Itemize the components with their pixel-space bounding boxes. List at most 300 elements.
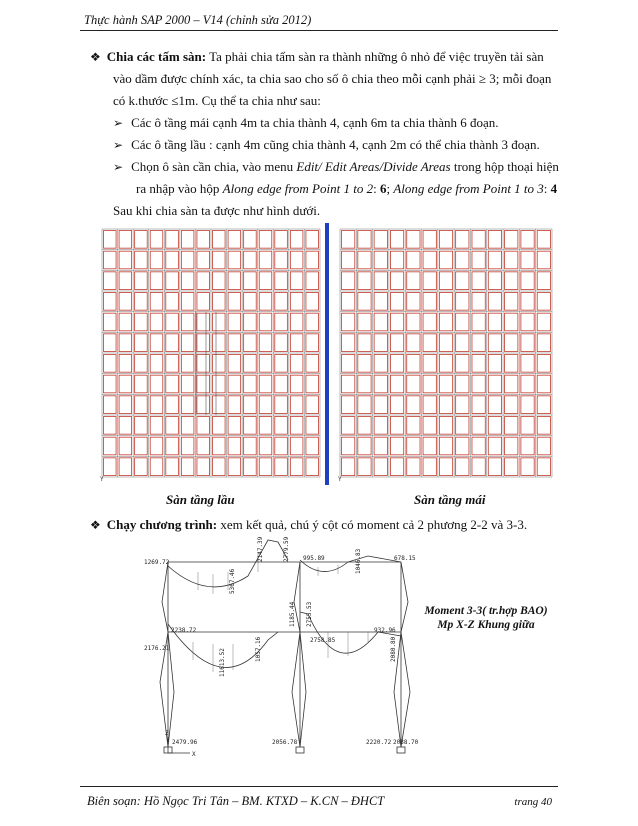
floor-cell	[407, 251, 420, 269]
floor-cell	[358, 375, 371, 393]
floor-cell	[150, 272, 163, 290]
floor-cell	[521, 231, 534, 249]
floor-cell	[135, 231, 148, 249]
floor-cell	[407, 375, 420, 393]
floor-cell	[275, 251, 288, 269]
moment-value: 1057.16	[255, 636, 262, 662]
floor-cell	[488, 417, 501, 435]
floor-cell	[439, 334, 452, 352]
floor-cell	[342, 437, 355, 455]
floor-cell	[390, 396, 403, 414]
floor-cell	[166, 417, 179, 435]
floor-cell	[374, 293, 387, 311]
floor-cell	[290, 334, 303, 352]
floor-cell	[407, 293, 420, 311]
moment-value: 2779.59	[283, 536, 290, 562]
floor-cell	[275, 231, 288, 249]
floor-cell	[306, 417, 319, 435]
floor-cell	[488, 272, 501, 290]
floor-cell	[521, 293, 534, 311]
section1-line2: vào dầm được chính xác, ta chia sao cho số ô chia theo mỗi cạnh phải ≥ 3; mỗi đoạn	[113, 71, 552, 86]
floor-cell	[439, 355, 452, 373]
floor-cell	[135, 437, 148, 455]
floor-cell	[439, 437, 452, 455]
floor-cell	[275, 458, 288, 476]
floor-cell	[407, 313, 420, 331]
floor-cell	[244, 293, 257, 311]
floor-cell	[390, 355, 403, 373]
floor-cell	[342, 293, 355, 311]
footer-author: Biên soạn: Hồ Ngọc Tri Tân – BM. KTXD – K.CN – ĐHCT	[87, 794, 385, 808]
floor-cell	[228, 417, 241, 435]
floor-cell	[259, 272, 272, 290]
list-item-2	[113, 135, 540, 155]
moment-value: 2176.21	[144, 645, 170, 652]
floor-cell	[407, 437, 420, 455]
floor-cell	[104, 437, 117, 455]
floor-cell	[390, 334, 403, 352]
floor-cell	[306, 231, 319, 249]
moment-value: 2056.78	[272, 739, 298, 746]
floor-cell	[521, 458, 534, 476]
floor-cell	[505, 334, 518, 352]
floor-cell	[358, 396, 371, 414]
floor-cell	[374, 355, 387, 373]
floor-cell	[104, 251, 117, 269]
floor-cell	[472, 375, 485, 393]
floor-cell	[505, 313, 518, 331]
floor-cell	[423, 417, 436, 435]
floor-cell	[197, 437, 210, 455]
moment-value: 1185.44	[289, 601, 296, 627]
floor-cell	[342, 375, 355, 393]
floor-cell	[423, 334, 436, 352]
list-item-1	[113, 113, 499, 133]
floor-cell	[166, 231, 179, 249]
floor-cell	[228, 396, 241, 414]
floor-cell	[505, 396, 518, 414]
moment-value: 2238.72	[171, 627, 197, 634]
floor-cell	[244, 396, 257, 414]
floor-cell	[456, 458, 469, 476]
plan-corner-label: Y	[100, 476, 104, 483]
floor-cell	[342, 355, 355, 373]
floor-cell	[537, 458, 550, 476]
floor-cell	[135, 375, 148, 393]
floor-cell	[181, 313, 194, 331]
floor-cell	[197, 231, 210, 249]
floor-cell	[407, 231, 420, 249]
floor-cell	[150, 231, 163, 249]
floor-cell	[390, 375, 403, 393]
floor-cell	[259, 251, 272, 269]
floor-cell	[521, 396, 534, 414]
floor-cell	[521, 313, 534, 331]
floor-cell	[456, 251, 469, 269]
floor-cell	[275, 313, 288, 331]
dialog-value-1: 6	[379, 181, 387, 196]
floor-cell	[342, 231, 355, 249]
floor-cell	[213, 313, 226, 331]
floor-cell	[456, 396, 469, 414]
floor-cell	[104, 375, 117, 393]
floor-cell	[104, 313, 117, 331]
floor-cell	[423, 293, 436, 311]
floor-cell	[119, 251, 132, 269]
floor-cell	[342, 334, 355, 352]
dialog-field-1: Along edge from Point 1 to 2	[222, 181, 374, 196]
floor-cell	[119, 458, 132, 476]
section1-line1-text: Ta phải chia tấm sàn ra thành những ô nhỏ để việc truyền tải sàn	[206, 49, 544, 64]
floor-cell	[259, 293, 272, 311]
moment-value: 2220.72	[366, 739, 392, 746]
floor-cell	[439, 313, 452, 331]
floor-cell	[374, 375, 387, 393]
floor-cell	[488, 313, 501, 331]
floor-cell	[505, 231, 518, 249]
moment-value: 5367.46	[229, 568, 236, 594]
floor-cell	[374, 334, 387, 352]
section1-line1	[90, 47, 544, 67]
floor-cell	[104, 355, 117, 373]
floor-cell	[228, 375, 241, 393]
floor-cell	[181, 272, 194, 290]
floor-cell	[472, 334, 485, 352]
floor-cell	[135, 458, 148, 476]
floor-cell	[244, 334, 257, 352]
floor-cell	[342, 313, 355, 331]
floor-cell	[290, 293, 303, 311]
floor-cell	[213, 293, 226, 311]
floor-cell	[390, 231, 403, 249]
floor-cell	[488, 355, 501, 373]
menu-path: Edit/ Edit Areas/Divide Areas	[296, 159, 451, 174]
floor-cell	[358, 231, 371, 249]
floor-cell	[150, 417, 163, 435]
floor-cell	[505, 458, 518, 476]
floor-cell	[213, 231, 226, 249]
floor-cell	[306, 313, 319, 331]
page-header: Thực hành SAP 2000 – V14 (chỉnh sửa 2012)	[84, 13, 312, 27]
floor-cell	[342, 458, 355, 476]
floor-cell	[521, 251, 534, 269]
floor-cell	[472, 458, 485, 476]
floor-cell	[456, 231, 469, 249]
moment-value: 2755.53	[306, 601, 313, 627]
floor-cell	[390, 293, 403, 311]
floor-cell	[505, 251, 518, 269]
floor-cell	[358, 293, 371, 311]
floor-cell	[358, 313, 371, 331]
floor-cell	[456, 417, 469, 435]
moment-value: 2147.39	[257, 536, 264, 562]
moment-title-line1: Moment 3-3( tr.hợp BAO)	[424, 605, 548, 617]
floor-cell	[521, 334, 534, 352]
list-item-3-text: Chọn ô sàn cần chia, vào menu	[131, 159, 297, 174]
floor-cell	[104, 293, 117, 311]
floor-cell	[374, 437, 387, 455]
moment-value: 1046.83	[355, 548, 362, 574]
floor-cell	[244, 313, 257, 331]
floor-cell	[505, 437, 518, 455]
floor-cell	[150, 334, 163, 352]
floor-cell	[228, 231, 241, 249]
floor-cell	[537, 396, 550, 414]
floor-cell	[390, 313, 403, 331]
floor-cell	[275, 355, 288, 373]
floor-cell	[119, 437, 132, 455]
floor-cell	[290, 231, 303, 249]
floor-cell	[213, 437, 226, 455]
floor-cell	[213, 272, 226, 290]
floor-cell	[166, 272, 179, 290]
floor-cell	[390, 458, 403, 476]
floor-plan-mai	[336, 225, 556, 483]
floor-cell	[244, 437, 257, 455]
floor-cell	[358, 272, 371, 290]
floor-cell	[306, 396, 319, 414]
diamond-bullet-icon: ❖	[90, 518, 101, 532]
floor-cell	[472, 251, 485, 269]
floor-cell	[228, 458, 241, 476]
floor-cell	[150, 458, 163, 476]
floor-cell	[456, 375, 469, 393]
section1-line3: có k.thước ≤1m. Cụ thể ta chia như sau:	[113, 93, 321, 108]
floor-cell	[197, 251, 210, 269]
floor-cell	[374, 231, 387, 249]
list-item-3	[113, 157, 559, 177]
floor-cell	[505, 272, 518, 290]
floor-cell	[374, 396, 387, 414]
floor-cell	[119, 231, 132, 249]
floor-cell	[119, 396, 132, 414]
floor-cell	[537, 417, 550, 435]
floor-cell	[407, 272, 420, 290]
floor-cell	[342, 417, 355, 435]
floor-cell	[135, 293, 148, 311]
floor-cell	[150, 437, 163, 455]
floor-cell	[505, 417, 518, 435]
floor-cell	[537, 231, 550, 249]
floor-cell	[197, 272, 210, 290]
sep: :	[373, 181, 380, 196]
section1-after: Sau khi chia sàn ta được như hình dưới.	[113, 203, 321, 218]
floor-cell	[472, 355, 485, 373]
list-item-3-text-b: trong hộp thoại hiện	[450, 159, 559, 174]
floor-cell	[244, 231, 257, 249]
floor-cell	[537, 293, 550, 311]
floor-cell	[358, 458, 371, 476]
axis-x-label: X	[192, 751, 196, 758]
floor-cell	[521, 375, 534, 393]
floor-cell	[456, 437, 469, 455]
floor-cell	[439, 293, 452, 311]
floor-cell	[197, 334, 210, 352]
floor-cell	[521, 272, 534, 290]
floor-cell	[439, 375, 452, 393]
floor-cell	[104, 272, 117, 290]
floor-cell	[275, 272, 288, 290]
floor-cell	[228, 251, 241, 269]
floor-cell	[213, 458, 226, 476]
floor-cell	[290, 417, 303, 435]
floor-cell	[423, 251, 436, 269]
floor-cell	[407, 355, 420, 373]
moment-value: 678.15	[394, 555, 416, 562]
floor-cell	[181, 355, 194, 373]
floor-cell	[228, 272, 241, 290]
floor-cell	[135, 313, 148, 331]
floor-cell	[290, 458, 303, 476]
plan-corner-label: Y	[338, 476, 342, 483]
floor-cell	[275, 375, 288, 393]
floor-cell	[275, 293, 288, 311]
floor-cell	[423, 355, 436, 373]
floor-cell	[472, 417, 485, 435]
floor-cell	[342, 272, 355, 290]
moment-value: 1269.72	[144, 559, 170, 566]
floor-cell	[423, 458, 436, 476]
floor-cell	[213, 334, 226, 352]
floor-cell	[181, 396, 194, 414]
floor-cell	[166, 458, 179, 476]
floor-cell	[119, 293, 132, 311]
floor-cell	[390, 437, 403, 455]
floor-cell	[259, 313, 272, 331]
floor-cell	[135, 334, 148, 352]
section1-title: Chia các tấm sàn:	[106, 49, 207, 64]
floor-cell	[181, 417, 194, 435]
floor-cell	[166, 396, 179, 414]
floor-cell	[275, 437, 288, 455]
floor-cell	[423, 396, 436, 414]
floor-cell	[181, 251, 194, 269]
section2-text: xem kết quả, chú ý cột có moment cả 2 phương 2-2 và 3-3.	[217, 517, 528, 532]
floor-cell	[358, 251, 371, 269]
floor-cell	[150, 251, 163, 269]
floor-cell	[135, 272, 148, 290]
list-item-3-cont	[136, 179, 557, 199]
floor-cell	[374, 251, 387, 269]
floor-cell	[150, 396, 163, 414]
floor-cell	[488, 375, 501, 393]
moment-title	[416, 604, 556, 632]
floor-cell	[456, 272, 469, 290]
floor-cell	[104, 417, 117, 435]
floor-cell	[505, 355, 518, 373]
floor-cell	[259, 437, 272, 455]
floor-cell	[456, 355, 469, 373]
floor-cell	[119, 313, 132, 331]
floor-cell	[407, 396, 420, 414]
moment-value: 11613.52	[219, 648, 226, 677]
moment-value: 995.89	[303, 555, 325, 562]
floor-cell	[439, 417, 452, 435]
arrow-bullet-icon: ➢	[113, 160, 124, 174]
moment-diagram	[138, 532, 423, 762]
floor-cell	[521, 417, 534, 435]
floor-cell	[521, 355, 534, 373]
floor-cell	[197, 313, 210, 331]
list-item-2-text: Các ô tầng lầu : cạnh 4m cũng chia thành 4, cạnh 2m có thể chia thành 3 đoạn.	[131, 137, 540, 152]
floor-cell	[488, 231, 501, 249]
floor-cell	[166, 313, 179, 331]
floor-cell	[181, 231, 194, 249]
floor-cell	[150, 313, 163, 331]
moment-value: 2038.70	[393, 739, 419, 746]
floor-cell	[537, 355, 550, 373]
floor-cell	[358, 437, 371, 455]
floor-cell	[290, 272, 303, 290]
floor-cell	[537, 272, 550, 290]
floor-cell	[306, 272, 319, 290]
floor-cell	[244, 272, 257, 290]
floor-cell	[181, 458, 194, 476]
plan-gridlines	[340, 229, 552, 477]
floor-cell	[374, 417, 387, 435]
footer-rule	[80, 786, 558, 787]
floor-cell	[244, 417, 257, 435]
floor-cell	[374, 313, 387, 331]
floor-cell	[197, 355, 210, 373]
arrow-bullet-icon: ➢	[113, 116, 124, 130]
moment-title-line2: Mp X-Z Khung giữa	[437, 619, 535, 631]
floor-cell	[104, 458, 117, 476]
floor-cell	[228, 437, 241, 455]
floor-cell	[228, 293, 241, 311]
floor-cell	[290, 251, 303, 269]
floor-cell	[439, 396, 452, 414]
floor-cell	[150, 375, 163, 393]
floor-cell	[228, 355, 241, 373]
sep: :	[543, 181, 551, 196]
floor-cell	[119, 375, 132, 393]
floor-cell	[423, 272, 436, 290]
floor-cell	[197, 375, 210, 393]
floor-cell	[537, 251, 550, 269]
floor-cell	[119, 417, 132, 435]
floor-cell	[390, 417, 403, 435]
floor-cell	[244, 458, 257, 476]
floor-cell	[423, 375, 436, 393]
floor-cell	[290, 355, 303, 373]
floor-cell	[150, 355, 163, 373]
floor-cell	[181, 437, 194, 455]
floor-cell	[290, 396, 303, 414]
floor-cell	[197, 417, 210, 435]
floor-cell	[104, 334, 117, 352]
floor-cell	[135, 417, 148, 435]
floor-cell	[228, 313, 241, 331]
floor-cell	[537, 313, 550, 331]
floor-cell	[213, 251, 226, 269]
floor-plan-lau	[98, 225, 324, 483]
floor-cell	[306, 375, 319, 393]
floor-cell	[290, 437, 303, 455]
floor-cell	[259, 417, 272, 435]
floor-cell	[306, 334, 319, 352]
floor-cell	[342, 396, 355, 414]
floor-cell	[306, 251, 319, 269]
floor-cell	[259, 355, 272, 373]
floor-cell	[259, 375, 272, 393]
floor-cell	[213, 396, 226, 414]
floor-cell	[119, 355, 132, 373]
floor-cell	[407, 417, 420, 435]
floor-cell	[537, 334, 550, 352]
floor-cell	[423, 437, 436, 455]
floor-cell	[488, 251, 501, 269]
